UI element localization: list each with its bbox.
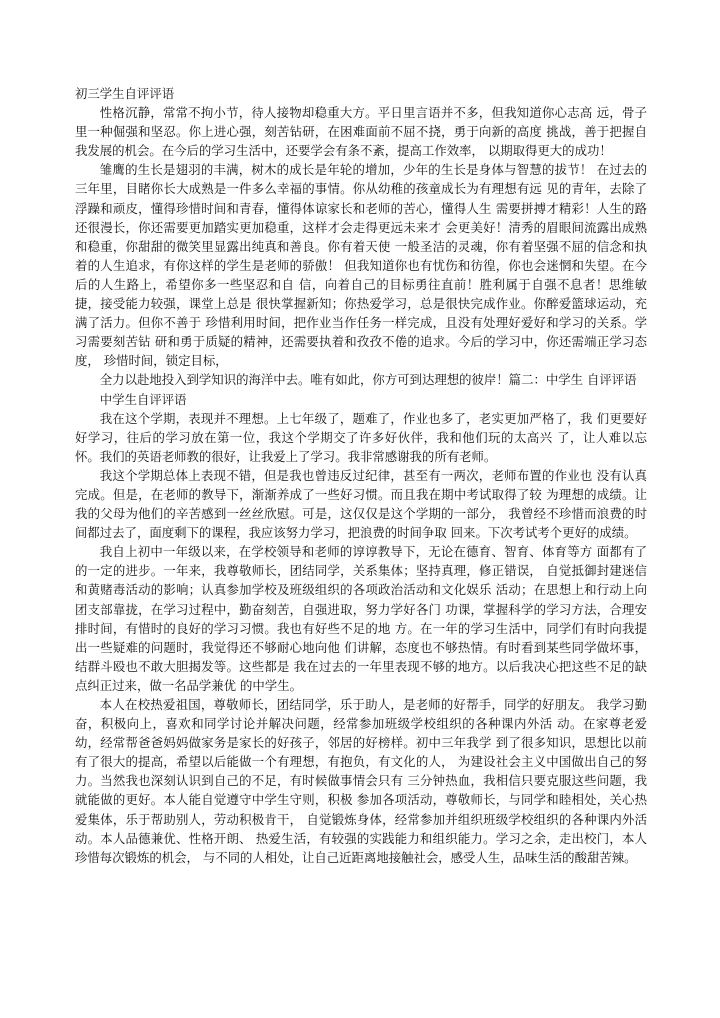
paragraph: 我自上初中一年级以来，在学校领导和老师的谆谆教导下，无论在德育、智育、体育等方 面都有了的一定的进步。一年来，我尊敬师长，团结同学，关系集体；坚持真理，修正错误， 自觉抵御封建迷信和黄赌毒活动的影响；认真参加学校及班级组织的各项政治活动和文化娱乐 活动；在思想上和行动上向团支部靠拢，在学习过程中，勤奋刻苦，自强进取，努力学好各门 功课，掌握科学的学习方法，合理安排时间，有惜时的良好的学习习惯。我也有好些不足的地 方。在一年的学习生活中，同学们有时向我提出一些疑难的问题时，我觉得还不够耐心地向他 们讲解，态度也不够热情。有时看到某些同学做坏事，结群斗殴也不敢大胆揭发等。这些都是 我在过去的一年里表现不够的地方。以后我决心把这些不足的缺点纠正过来，做一名品学兼优 的中学生。: [75, 544, 647, 693]
paragraph: 我这个学期总体上表现不错，但是我也曾违反过纪律，甚至有一两次，老师布置的作业也 没有认真完成。但是，在老师的教导下，渐渐养成了一些好习惯。而且我在期中考试取得了较 为理想的成绩。让我的父母为他们的辛苦感到一丝丝欣慰。可是，这仅仅是这个学期的一部分， 我曾经不珍惜而浪费的时间都过去了，面度剩下的课程，我应该努力学习，把浪费的时间争取 回来。下次考试考个更好的成绩。: [75, 467, 647, 541]
document-title: 初三学生自评评语: [75, 86, 175, 101]
paragraph: 全力以赴地投入到学知识的海洋中去。唯有如此，你方可到达理想的彼岸！篇二：中学生 自评评语: [99, 372, 637, 388]
paragraph: 我在这个学期，表现并不理想。上七年级了，题难了，作业也多了，老实更加严格了，我 们更要好好学习，往后的学习放在第一位，我这个学期交了许多好伙伴，我和他们玩的太高兴 了，让人难以忘怀。我们的英语老师教的很好，让我爱上了学习。我非常感谢我的所有老师。: [75, 410, 647, 464]
paragraph: 本人在校热爱祖国，尊敬师长，团结同学，乐于助人，是老师的好帮手，同学的好朋友。 我学习勤奋，积极向上，喜欢和同学讨论并解决问题，经常参加班级学校组织的各种课内外活 动。在家尊老爱幼，经常帮爸爸妈妈做家务是家长的好孩子，邻居的好榜样。初中三年我学 到了很多知识，思想比以前有了很大的提高，希望以后能做一个有理想，有抱负，有文化的人， 为建设社会主义中国做出自己的努力。当然我也深刻认识到自己的不足，有时候做事情会只有 三分钟热血，我相信只要克服这些问题，我就能做的更好。本人能自觉遵守中学生守则，积极 参加各项活动，尊敬师长，与同学和睦相处，关心热爱集体，乐于帮助别人，劳动积极肯干， 自觉锻炼身体，经常参加并组织班级学校组织的各种课内外活动。本人品德兼优、性格开朗、 热爱生活，有较强的实践能力和组织能力。学习之余，走出校门，本人珍惜每次锻炼的机会， 与不同的人相处，让自己近距离地接触社会，感受人生，品味生活的酸甜苦辣。: [75, 697, 647, 865]
document-page: [75, 84, 647, 867]
section-heading: 中学生自评评语: [99, 391, 187, 407]
paragraph: 雏鹰的生长是翅羽的丰满，树木的成长是年轮的增加，少年的生长是身体与智慧的拔节！ 在过去的三年里，目睹你长大成熟是一件多么幸福的事情。你从幼稚的孩童成长为有理想有远 见的青年，去除了浮躁和顽皮，懂得珍惜时间和青春，懂得体谅家长和老师的苦心，懂得人生 需要拼搏才精彩！人生的路还很漫长，你还需要更加踏实更加稳重，这样才会走得更远未来才 会更美好！清秀的眉眼间流露出成熟和稳重，你甜甜的微笑里显露出纯真和善良。你有着天使 一般圣洁的灵魂，你有着坚强不屈的信念和执着的人生追求，有你这样的学生是老师的骄傲！ 但我知道你也有忧伤和彷徨，你也会迷惘和失望。在今后的人生路上，希望你多一些坚忍和自 信，向着自己的目标勇往直前！胜利属于自强不息者！思维敏捷，接受能力较强，课堂上总是 很快掌握新知；你热爱学习，总是很快完成作业。你醉爱篮球运动，充满了活力。但你不善于 珍惜利用时间，把作业当作任务一样完成，且没有处理好爱好和学习的关系。学习需要刻苦钻 研和勇于质疑的精神，还需要执着和孜孜不倦的追求。今后的学习中，你还需端正学习态度， 珍惜时间，锁定目标，: [75, 162, 647, 369]
paragraph: 性格沉静，常常不拘小节，待人接物却稳重大方。平日里言语并不多，但我知道你心志高 远，骨子里一种倔强和坚忍。你上进心强，刻苦钻研，在困难面前不屈不挠，勇于向新的高度 挑战，善于把握自我发展的机会。在今后的学习生活中，还要学会有条不紊，提高工作效率， 以期取得更大的成功！: [75, 105, 647, 159]
